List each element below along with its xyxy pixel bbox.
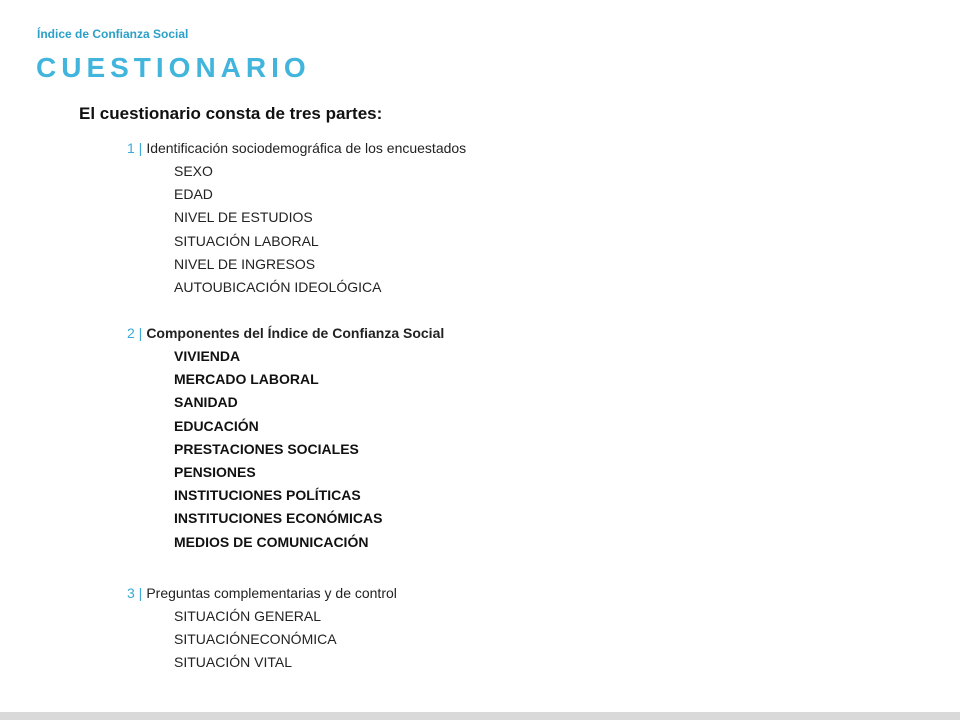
section-1-number: 1 | <box>127 140 143 156</box>
list-item: NIVEL DE ESTUDIOS <box>174 209 313 226</box>
section-1 <box>127 139 466 299</box>
footer-bar <box>0 712 960 720</box>
section-2-number: 2 | <box>127 325 143 341</box>
section-1-title: Identificación sociodemográfica de los encuestados <box>146 140 467 156</box>
list-item: INSTITUCIONES POLÍTICAS <box>174 487 361 504</box>
brand-label: Índice de Confianza Social <box>37 27 189 41</box>
section-3 <box>127 584 397 675</box>
list-item: SITUACIÓN LABORAL <box>174 232 319 249</box>
page-title: CUESTIONARIO <box>36 52 311 83</box>
list-item: SANIDAD <box>174 394 238 411</box>
list-item: SITUACIÓNECONÓMICA <box>174 631 337 648</box>
list-item: MEDIOS DE COMUNICACIÓN <box>174 533 369 550</box>
list-item: SITUACIÓN GENERAL <box>174 608 322 624</box>
list-item: AUTOUBICACIÓN IDEOLÓGICA <box>174 279 382 296</box>
list-item: PRESTACIONES SOCIALES <box>174 440 359 457</box>
list-item: SEXO <box>174 163 213 179</box>
list-item: EDUCACIÓN <box>174 417 259 434</box>
section-1-list <box>127 160 466 299</box>
section-2-title: Componentes del Índice de Confianza Social <box>146 325 445 341</box>
section-3-header <box>127 584 397 602</box>
section-3-number: 3 | <box>127 585 143 601</box>
section-1-header <box>127 139 466 157</box>
list-item: EDAD <box>174 186 213 203</box>
list-item: VIVIENDA <box>174 348 241 364</box>
section-3-title: Preguntas complementarias y de control <box>146 585 397 601</box>
section-2-list <box>127 345 444 554</box>
list-item: PENSIONES <box>174 464 256 481</box>
section-2 <box>127 324 444 554</box>
list-item: NIVEL DE INGRESOS <box>174 255 316 272</box>
section-3-list <box>127 605 397 675</box>
section-2-header <box>127 324 444 342</box>
list-item: MERCADO LABORAL <box>174 371 319 388</box>
intro-heading: El cuestionario consta de tres partes: <box>79 104 383 123</box>
list-item: SITUACIÓN VITAL <box>174 654 292 671</box>
list-item: INSTITUCIONES ECONÓMICAS <box>174 510 383 527</box>
